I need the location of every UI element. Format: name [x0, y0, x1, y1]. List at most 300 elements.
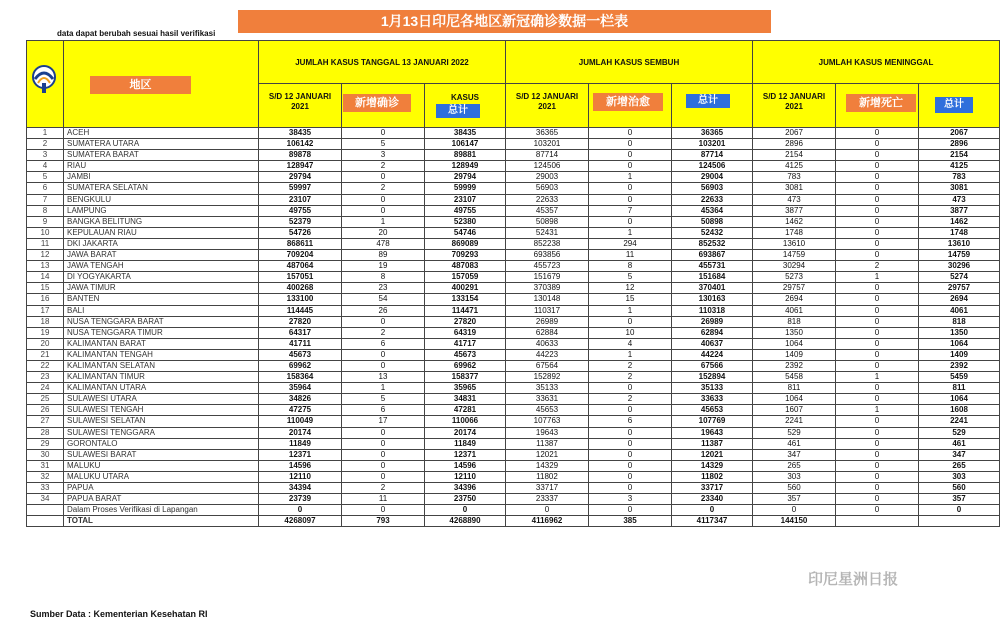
table-row: [27, 316, 1000, 327]
cell-r3: 26989: [672, 316, 753, 327]
cell-c2: 20: [342, 227, 425, 238]
cell-c3: 709293: [425, 250, 506, 261]
cell-c3: 52380: [425, 216, 506, 227]
province-name: NUSA TENGGARA TIMUR: [64, 327, 259, 338]
province-name: RIAU: [64, 161, 259, 172]
cell-d3: 14759: [919, 250, 1000, 261]
cell-d1: 461: [753, 438, 836, 449]
total-number-cell: [27, 516, 64, 527]
cell-r3: 455731: [672, 261, 753, 272]
province-name: SUMATERA UTARA: [64, 139, 259, 150]
province-name: SULAWESI BARAT: [64, 449, 259, 460]
cell-d1: 2154: [753, 150, 836, 161]
row-number: 30: [27, 449, 64, 460]
cell-r2: 0: [589, 161, 672, 172]
total-d2: [836, 516, 919, 527]
cell-r1: 45653: [506, 405, 589, 416]
cell-r3: 130163: [672, 294, 753, 305]
cell-d1: 529: [753, 427, 836, 438]
new-recovered-tag: 新增治愈: [593, 93, 663, 111]
cell-d1: 29757: [753, 283, 836, 294]
cell-c1: 38435: [259, 128, 342, 139]
province-name: BANGKA BELITUNG: [64, 216, 259, 227]
row-number: 28: [27, 427, 64, 438]
recovered-total-tag: 总计: [686, 94, 730, 108]
cell-d1: 783: [753, 172, 836, 183]
cell-c2: 89: [342, 250, 425, 261]
cell-c1: 41711: [259, 338, 342, 349]
cell-r1: 62884: [506, 327, 589, 338]
cell-r3: 23340: [672, 494, 753, 505]
table-row: [27, 205, 1000, 216]
cell-r1: 151679: [506, 272, 589, 283]
province-name: KEPULAUAN RIAU: [64, 227, 259, 238]
cell-r1: 56903: [506, 183, 589, 194]
cell-r3: 693867: [672, 250, 753, 261]
cell-c1: 114445: [259, 305, 342, 316]
cell-r2: 0: [589, 139, 672, 150]
cell-r1: 26989: [506, 316, 589, 327]
cell-c1: 47275: [259, 405, 342, 416]
cell-c2: 1: [342, 216, 425, 227]
page-title: 1月13日印尼各地区新冠确诊数据一栏表: [238, 10, 771, 33]
cell-r3: 11802: [672, 471, 753, 482]
cell-c1: 128947: [259, 161, 342, 172]
cell-c2: 0: [342, 460, 425, 471]
cell-r2: 4: [589, 338, 672, 349]
cell-c1: 0: [259, 505, 342, 516]
cell-d3: 29757: [919, 283, 1000, 294]
cell-d1: 3081: [753, 183, 836, 194]
row-number: 15: [27, 283, 64, 294]
cell-d3: 2154: [919, 150, 1000, 161]
cell-r3: 33633: [672, 394, 753, 405]
cell-r3: 151684: [672, 272, 753, 283]
cell-d2: 0: [836, 394, 919, 405]
cell-r2: 15: [589, 294, 672, 305]
cell-r1: 35133: [506, 383, 589, 394]
cell-r2: 0: [589, 438, 672, 449]
cell-r2: 0: [589, 505, 672, 516]
row-number: 22: [27, 360, 64, 371]
cell-c3: 12371: [425, 449, 506, 460]
cell-r1: 67564: [506, 360, 589, 371]
cell-r3: 56903: [672, 183, 753, 194]
cell-r2: 0: [589, 128, 672, 139]
cell-r2: 0: [589, 150, 672, 161]
cell-d3: 0: [919, 505, 1000, 516]
cell-c3: 400291: [425, 283, 506, 294]
province-name: PAPUA BARAT: [64, 494, 259, 505]
total-r1: 4116962: [506, 516, 589, 527]
row-number: 7: [27, 194, 64, 205]
cell-r1: 0: [506, 505, 589, 516]
table-row: [27, 405, 1000, 416]
cell-d2: 2: [836, 261, 919, 272]
row-number: 18: [27, 316, 64, 327]
cell-d2: 0: [836, 327, 919, 338]
province-name: JAMBI: [64, 172, 259, 183]
cell-d2: 0: [836, 139, 919, 150]
row-number: 31: [27, 460, 64, 471]
cell-r3: 35133: [672, 383, 753, 394]
cell-r3: 44224: [672, 349, 753, 360]
cell-c3: 34831: [425, 394, 506, 405]
row-number: 8: [27, 205, 64, 216]
cell-r3: 12021: [672, 449, 753, 460]
table-row: [27, 471, 1000, 482]
province-name: KALIMANTAN BARAT: [64, 338, 259, 349]
cell-c3: 23107: [425, 194, 506, 205]
cell-c3: 27820: [425, 316, 506, 327]
cell-d2: 1: [836, 272, 919, 283]
cell-r2: 11: [589, 250, 672, 261]
cell-r1: 22633: [506, 194, 589, 205]
cell-d1: 30294: [753, 261, 836, 272]
cell-d2: 0: [836, 216, 919, 227]
cell-c1: 106142: [259, 139, 342, 150]
cell-c1: 709204: [259, 250, 342, 261]
cell-r1: 50898: [506, 216, 589, 227]
cell-d3: 2694: [919, 294, 1000, 305]
cell-d2: 0: [836, 494, 919, 505]
cell-c1: 45673: [259, 349, 342, 360]
row-number: 25: [27, 394, 64, 405]
cell-r1: 130148: [506, 294, 589, 305]
cell-d1: 13610: [753, 238, 836, 249]
cell-r1: 87714: [506, 150, 589, 161]
province-name: KALIMANTAN UTARA: [64, 383, 259, 394]
cell-d2: 0: [836, 305, 919, 316]
table-row: [27, 416, 1000, 427]
cell-c1: 20174: [259, 427, 342, 438]
cell-c3: 69962: [425, 360, 506, 371]
cell-d1: 2067: [753, 128, 836, 139]
cell-d2: 0: [836, 205, 919, 216]
cell-r3: 87714: [672, 150, 753, 161]
table-row: [27, 494, 1000, 505]
province-name: KALIMANTAN TIMUR: [64, 372, 259, 383]
cell-d3: 529: [919, 427, 1000, 438]
cell-c2: 0: [342, 449, 425, 460]
province-name: BENGKULU: [64, 194, 259, 205]
verification-note: data dapat berubah sesuai hasil verifikasi: [57, 29, 216, 38]
cell-r2: 7: [589, 205, 672, 216]
cell-d3: 811: [919, 383, 1000, 394]
province-name: GORONTALO: [64, 438, 259, 449]
table-row: [27, 183, 1000, 194]
cell-r2: 1: [589, 349, 672, 360]
cell-d1: 5273: [753, 272, 836, 283]
cell-c1: 34394: [259, 483, 342, 494]
table-row: [27, 283, 1000, 294]
cell-d3: 2392: [919, 360, 1000, 371]
cell-d1: 4061: [753, 305, 836, 316]
cell-c2: 17: [342, 416, 425, 427]
row-number: 26: [27, 405, 64, 416]
cell-r1: 124506: [506, 161, 589, 172]
cell-d1: 303: [753, 471, 836, 482]
cell-c2: 0: [342, 205, 425, 216]
cell-d1: 2241: [753, 416, 836, 427]
province-name: KALIMANTAN TENGAH: [64, 349, 259, 360]
cell-d3: 2896: [919, 139, 1000, 150]
total-label: TOTAL: [64, 516, 259, 527]
cell-d3: 265: [919, 460, 1000, 471]
cell-r2: 12: [589, 283, 672, 294]
cell-r3: 11387: [672, 438, 753, 449]
cell-c2: 478: [342, 238, 425, 249]
table-row: [27, 139, 1000, 150]
cell-d2: 0: [836, 227, 919, 238]
cell-r2: 0: [589, 405, 672, 416]
group-recovered-header: JUMLAH KASUS SEMBUH: [506, 41, 753, 84]
cell-d3: 4125: [919, 161, 1000, 172]
cell-r1: 33631: [506, 394, 589, 405]
province-name: KALIMANTAN SELATAN: [64, 360, 259, 371]
cell-d3: 560: [919, 483, 1000, 494]
table-row: [27, 349, 1000, 360]
cell-r2: 1: [589, 172, 672, 183]
logo-cell: [27, 41, 64, 128]
cell-r1: 455723: [506, 261, 589, 272]
cell-d1: 3877: [753, 205, 836, 216]
cell-d1: 4125: [753, 161, 836, 172]
table-row: [27, 250, 1000, 261]
row-number: 10: [27, 227, 64, 238]
total-d3: [919, 516, 1000, 527]
cell-c1: 35964: [259, 383, 342, 394]
cell-r2: 5: [589, 272, 672, 283]
recovered-sd-header: S/D 12 JANUARI 2021: [506, 84, 589, 128]
cell-d3: 461: [919, 438, 1000, 449]
cell-d1: 1064: [753, 338, 836, 349]
province-name: MALUKU: [64, 460, 259, 471]
cell-r3: 50898: [672, 216, 753, 227]
table-row: [27, 238, 1000, 249]
cell-d1: 5458: [753, 372, 836, 383]
province-name: MALUKU UTARA: [64, 471, 259, 482]
cell-d2: 0: [836, 316, 919, 327]
covid-data-table: [26, 40, 1000, 527]
cell-r1: 33717: [506, 483, 589, 494]
cell-d3: 783: [919, 172, 1000, 183]
table-row: [27, 128, 1000, 139]
cell-d1: 1350: [753, 327, 836, 338]
table-row: [27, 449, 1000, 460]
cell-c2: 8: [342, 272, 425, 283]
row-number: 13: [27, 261, 64, 272]
cell-d2: 0: [836, 460, 919, 471]
cell-c1: 133100: [259, 294, 342, 305]
cell-c3: 114471: [425, 305, 506, 316]
cell-c2: 11: [342, 494, 425, 505]
table-row: [27, 327, 1000, 338]
new-cases-tag: 新增确诊: [343, 94, 411, 112]
row-number: 14: [27, 272, 64, 283]
row-number: 4: [27, 161, 64, 172]
cell-c1: 52379: [259, 216, 342, 227]
cell-r3: 124506: [672, 161, 753, 172]
cell-d3: 1064: [919, 338, 1000, 349]
cell-d3: 2241: [919, 416, 1000, 427]
row-number: 11: [27, 238, 64, 249]
cell-c2: 0: [342, 128, 425, 139]
cell-d2: 0: [836, 416, 919, 427]
total-row: [27, 516, 1000, 527]
cell-c3: 54746: [425, 227, 506, 238]
row-number: 19: [27, 327, 64, 338]
cell-r2: 1: [589, 305, 672, 316]
cell-r1: 12021: [506, 449, 589, 460]
cell-d3: 1409: [919, 349, 1000, 360]
cell-c1: 487064: [259, 261, 342, 272]
cell-d2: 0: [836, 194, 919, 205]
cell-d2: 0: [836, 161, 919, 172]
cell-c1: 64317: [259, 327, 342, 338]
cell-d3: 3877: [919, 205, 1000, 216]
cell-r2: 0: [589, 460, 672, 471]
table-row: [27, 338, 1000, 349]
cell-c3: 49755: [425, 205, 506, 216]
cell-c3: 11849: [425, 438, 506, 449]
cell-d3: 4061: [919, 305, 1000, 316]
deaths-sd-header: S/D 12 JANUARI 2021: [753, 84, 836, 128]
row-number: 12: [27, 250, 64, 261]
cell-c2: 5: [342, 394, 425, 405]
cell-d2: 0: [836, 294, 919, 305]
cell-c3: 59999: [425, 183, 506, 194]
cell-c2: 0: [342, 194, 425, 205]
cell-c2: 0: [342, 316, 425, 327]
cell-r3: 0: [672, 505, 753, 516]
cell-c1: 34826: [259, 394, 342, 405]
cell-r1: 45357: [506, 205, 589, 216]
table-row: [27, 261, 1000, 272]
province-name: SULAWESI TENGGARA: [64, 427, 259, 438]
cell-c3: 157059: [425, 272, 506, 283]
cell-d1: 473: [753, 194, 836, 205]
cell-r2: 8: [589, 261, 672, 272]
cell-r1: 44223: [506, 349, 589, 360]
cell-d1: 1607: [753, 405, 836, 416]
cell-r1: 29003: [506, 172, 589, 183]
cell-c2: 2: [342, 161, 425, 172]
cell-r2: 0: [589, 183, 672, 194]
province-name: PAPUA: [64, 483, 259, 494]
cell-r2: 0: [589, 383, 672, 394]
deaths-total-tag: 总计: [935, 97, 973, 113]
cell-c3: 38435: [425, 128, 506, 139]
table-body: [27, 128, 1000, 527]
group-cases-header: JUMLAH KASUS TANGGAL 13 JANUARI 2022: [259, 41, 506, 84]
cell-r2: 0: [589, 194, 672, 205]
cell-c2: 3: [342, 150, 425, 161]
cell-d1: 1462: [753, 216, 836, 227]
cell-c1: 157051: [259, 272, 342, 283]
cell-r1: 11387: [506, 438, 589, 449]
cases-total-header: KASUS: [425, 84, 506, 128]
cell-r3: 19643: [672, 427, 753, 438]
cell-d3: 473: [919, 194, 1000, 205]
cell-d1: 1748: [753, 227, 836, 238]
cell-c3: 45673: [425, 349, 506, 360]
cell-r3: 45653: [672, 405, 753, 416]
row-number: 2: [27, 139, 64, 150]
cell-d1: 347: [753, 449, 836, 460]
cell-d1: 357: [753, 494, 836, 505]
row-number: 23: [27, 372, 64, 383]
cell-c1: 54726: [259, 227, 342, 238]
cell-c2: 2: [342, 183, 425, 194]
cell-r3: 62894: [672, 327, 753, 338]
province-name: LAMPUNG: [64, 205, 259, 216]
cell-c3: 110066: [425, 416, 506, 427]
row-number: 3: [27, 150, 64, 161]
source-note: Sumber Data : Kementerian Kesehatan RI: [30, 609, 208, 619]
cell-r3: 67566: [672, 360, 753, 371]
province-name: SULAWESI SELATAN: [64, 416, 259, 427]
cell-d2: 0: [836, 150, 919, 161]
cell-r3: 852532: [672, 238, 753, 249]
cell-c3: 128949: [425, 161, 506, 172]
cell-d1: 2392: [753, 360, 836, 371]
cell-c2: 54: [342, 294, 425, 305]
region-tag: 地区: [90, 76, 191, 94]
province-name: JAWA TENGAH: [64, 261, 259, 272]
table-row: [27, 272, 1000, 283]
table-row: [27, 150, 1000, 161]
cell-d1: 560: [753, 483, 836, 494]
province-name: Dalam Proses Verifikasi di Lapangan: [64, 505, 259, 516]
cell-r2: 6: [589, 416, 672, 427]
cell-c2: 1: [342, 383, 425, 394]
cell-r1: 14329: [506, 460, 589, 471]
cell-c2: 0: [342, 438, 425, 449]
table-row: [27, 394, 1000, 405]
cell-c1: 11849: [259, 438, 342, 449]
cell-d3: 30296: [919, 261, 1000, 272]
cell-r2: 0: [589, 449, 672, 460]
cell-d2: 0: [836, 505, 919, 516]
cell-r3: 370401: [672, 283, 753, 294]
cell-c2: 6: [342, 338, 425, 349]
cell-c2: 0: [342, 360, 425, 371]
cell-r2: 0: [589, 471, 672, 482]
cell-c2: 26: [342, 305, 425, 316]
row-number: 20: [27, 338, 64, 349]
cell-r2: 10: [589, 327, 672, 338]
cell-r1: 370389: [506, 283, 589, 294]
cell-c1: 400268: [259, 283, 342, 294]
cell-r3: 36365: [672, 128, 753, 139]
cell-c3: 12110: [425, 471, 506, 482]
cell-c3: 487083: [425, 261, 506, 272]
cell-c2: 13: [342, 372, 425, 383]
table-row: [27, 194, 1000, 205]
cell-d3: 13610: [919, 238, 1000, 249]
cell-c2: 0: [342, 471, 425, 482]
table-row: [27, 383, 1000, 394]
cell-d3: 1608: [919, 405, 1000, 416]
cell-r1: 52431: [506, 227, 589, 238]
cell-c2: 2: [342, 483, 425, 494]
province-name: SULAWESI UTARA: [64, 394, 259, 405]
row-number: 6: [27, 183, 64, 194]
cell-c3: 34396: [425, 483, 506, 494]
cell-r1: 107763: [506, 416, 589, 427]
table-row: [27, 227, 1000, 238]
